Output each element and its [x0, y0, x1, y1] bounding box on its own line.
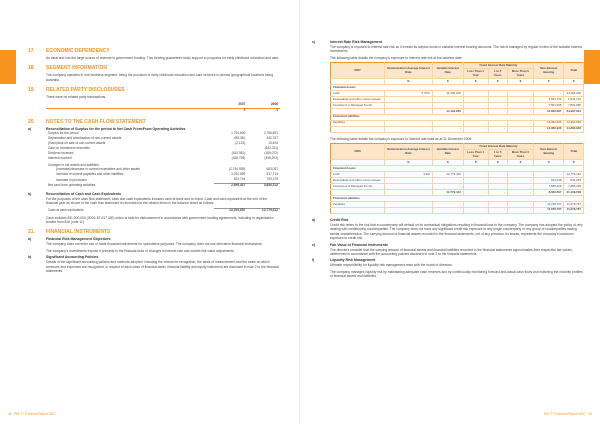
cell-var: - [432, 201, 463, 207]
unit-cell: $ [534, 78, 564, 84]
cell-ni: 7,685,325 [534, 183, 564, 189]
cell-total: 24,997,601 [564, 108, 584, 114]
column-subheader: More Than 5 Years [507, 69, 533, 79]
interest-rate-table-2007 [312, 62, 584, 133]
subsection-heading: d) Credit Risk [312, 217, 349, 222]
unit-cell: $ [534, 160, 564, 166]
cell-total: 14,194,200 [564, 90, 584, 96]
cell-y15: - [488, 102, 507, 108]
cell-gt5: - [507, 189, 533, 195]
unit-cell: $ [463, 78, 488, 84]
cell-y15: - [488, 177, 507, 183]
row-label: Receivables and other current assets [331, 177, 385, 183]
value-2007: - [244, 146, 246, 151]
section-text: The company does not enter into or trade financial instruments for speculative purposes. The company does not use derivative financial instruments. [46, 242, 263, 247]
cell-var: - [432, 207, 463, 213]
table-intro: The following table details the company's exposure to interest rate risks as at 31 December 2006: [330, 136, 473, 141]
cell-gt5: - [507, 126, 533, 132]
cell-lt1: - [463, 90, 488, 96]
cell-var: - [432, 183, 463, 189]
cell-ni: 11,078,767 [534, 201, 564, 207]
cell-total: 644,245 [564, 177, 584, 183]
cell-lt1: - [463, 207, 488, 213]
row-label: Cash [331, 171, 385, 177]
row-label: Cash [331, 90, 385, 96]
category-label: Financial Liabilities [331, 114, 584, 120]
cell-y15: - [488, 126, 507, 132]
cell-gt5: - [507, 120, 533, 126]
blank-cell [331, 126, 385, 132]
cell-total: 21,109,009 [564, 189, 584, 195]
row-label: Surplus for the period [48, 131, 79, 136]
column-subheader: More Than 5 Years [507, 150, 533, 160]
footer-text: RIS·T'i P Annual Report 2007 [544, 412, 586, 416]
cell-lt1: - [463, 183, 488, 189]
liquidity-risk-section [312, 258, 584, 278]
table-intro: The following table details the company's exposure to interest rate risk at the balance date: [330, 55, 463, 60]
cell-lt1: - [463, 120, 488, 126]
subtotal-row [331, 126, 584, 132]
section-heading: 20. NOTES TO THE CASH FLOW STATEMENT [28, 118, 146, 125]
right-column [312, 40, 584, 281]
row-label: Investment in Managed Funds [331, 183, 385, 189]
cell-lt1: - [463, 189, 488, 195]
row-label: Payables [331, 201, 385, 207]
subsection-heading: e) Fair Value of Financial Instruments [312, 242, 388, 247]
section-heading: 17. ECONOMIC DEPENDENCY [28, 48, 110, 54]
cell-gt5: - [507, 171, 533, 177]
unit-cell: $ [463, 160, 488, 166]
section-21 [28, 229, 280, 273]
cell-lt1: - [463, 126, 488, 132]
row-label: (Increase)/decrease in current receivables and other assets [56, 167, 140, 172]
row-label: (Gain)/loss on sale of non-current assets [48, 141, 106, 146]
cell-var: 14,194,200 [432, 90, 463, 96]
value-2006: 817,714 [266, 172, 278, 177]
subsection-heading: f) Liquidity Risk Management [312, 258, 376, 263]
cell-var: 12,779,412 [432, 189, 463, 195]
cell-ni: - [534, 90, 564, 96]
column-header: Fixed Interest Rate Maturity [463, 144, 533, 150]
year-header-table: 2007 2006 $ $ [46, 103, 280, 114]
cell-total: 7,861,665 [564, 102, 584, 108]
cell-y15: - [488, 201, 507, 207]
page-number: 34 [8, 412, 12, 416]
value-2007: 495,361 [233, 136, 246, 141]
cell-var: 14,194,200 [432, 108, 463, 114]
section-text: An ideal and into the large source of revenue is government funding. This funding guarantees study support to programs for early childhood education and care. [46, 56, 280, 60]
subsection-heading: c) Interest Rate Risk Management [312, 40, 382, 44]
cell-ni: 2,941,722 [534, 96, 564, 102]
unit-cell: $ [564, 160, 584, 166]
column-subheader: Less Than 1 Year [463, 69, 488, 79]
cell-y15: - [488, 189, 507, 195]
section-20 [28, 119, 280, 225]
unit-cell: $ [432, 78, 463, 84]
value-2006: (542,311) [264, 146, 278, 151]
unit-cell: % [385, 78, 433, 84]
category-label: Financial Liabilities [331, 195, 584, 201]
year-header: 2006 [331, 144, 385, 160]
row-label: Receivables and other current assets [331, 96, 385, 102]
subsection-heading: b) Reconciliation of Cash and Cash Equivalents [28, 191, 122, 196]
page-tab-marker [0, 50, 16, 84]
section-text: The company is exposed to interest rate risk as it invests its surplus funds in variable interest bearing accounts. The risk is managed by regular review of the suitable interest investments. [330, 45, 582, 54]
cell-total: 7,685,325 [564, 183, 584, 189]
interest-rate-table-2006 [312, 143, 584, 214]
section-heading: 21. FINANCIAL INSTRUMENTS [28, 229, 111, 236]
section-text: There were no related party transactions. [46, 95, 107, 100]
cell-ni: 14,362,946 [534, 126, 564, 132]
column-header: Remuneration Average Interest Rate [385, 144, 433, 160]
section-text: Ultimate responsibility for liquidity risk management rests with the board of directors. [330, 263, 453, 268]
cash-equivalents-table: Cash at cash equivalents 14,194,200 12,779,412 [48, 207, 278, 213]
cell-gt5: - [507, 207, 533, 213]
unit-cell: $ [488, 78, 507, 84]
value-2006: 709,375 [266, 177, 278, 182]
cell-y15: - [488, 120, 507, 126]
row-label: Increase in current payables and other liabilities [56, 172, 124, 177]
column-subheader: Less Than 1 Year [463, 150, 488, 160]
cell-gt5: - [507, 90, 533, 96]
subsection-heading: b) Significant Accounting Policies [28, 255, 99, 260]
cell-y15: - [488, 207, 507, 213]
value-2006: 15,494 [268, 141, 278, 146]
cell-total: 11,078,767 [564, 201, 584, 207]
section-text: The company operates in one business segment, being the provision of early childhood education and care services in diverse geographical locations being Australia. [46, 73, 274, 82]
cell-rate: - [385, 183, 433, 189]
unit-cell: $ [564, 78, 584, 84]
section-text: The company's investments expose it primarily to the financial risks of changes in interest rate and market risk value adjustments. [46, 248, 235, 253]
cell-ni: - [534, 171, 564, 177]
cell-total: 11,078,767 [564, 207, 584, 213]
row-label: Payables [331, 120, 385, 126]
row-label: Gain on investment securities [48, 146, 90, 151]
cell-y15: - [488, 90, 507, 96]
subsection-heading: a) Financial Risk Management Objectives [28, 237, 111, 242]
cell-y15: - [488, 96, 507, 102]
value-2006: 2,766,891 [263, 131, 278, 136]
unit-cell: % [385, 160, 433, 166]
right-page [300, 0, 600, 424]
page-footer [8, 412, 56, 416]
cell-y15: - [488, 171, 507, 177]
page-tab-marker [584, 50, 600, 84]
cell-var: - [432, 126, 463, 132]
value-2007: 3,242,899 [231, 172, 246, 177]
cell-rate: - [385, 102, 433, 108]
value-2006: 663,057 [266, 167, 278, 172]
cell-ni: 11,078,767 [534, 207, 564, 213]
cell-gt5: - [507, 177, 533, 183]
section-text: Cash includes $11,000,000 (2006: $7,617,420) which is held for disbursement in accordance with government funding agreements, including in organisation funded from $16 (note 11). [46, 215, 274, 225]
value-2006: (165,072) [264, 151, 278, 156]
cell-ni: 10,803,387 [534, 108, 564, 114]
value-2007: (610,981) [231, 151, 246, 156]
value-2007: 623,744 [233, 177, 246, 182]
cell-rate: 6.37% [385, 90, 433, 96]
section-text: The company manages liquidity risk by maintaining adequate cash reserves and by continuously monitoring forecast and actual cash flows and matching the maturity profiles of financial assets and liabilities. [330, 269, 583, 279]
cell-y15: - [488, 183, 507, 189]
cell-var: - [432, 96, 463, 102]
table-header-row [331, 144, 584, 150]
cell-y15: - [488, 108, 507, 114]
unit-cell: $ [507, 78, 533, 84]
row-label: Investment in Managed Funds [331, 102, 385, 108]
blank-cell [385, 207, 433, 213]
row-label: Dividend received [48, 151, 74, 156]
fair-value-section [312, 243, 584, 257]
cell-gt5: - [507, 183, 533, 189]
blank-cell [385, 126, 433, 132]
cell-rate: - [385, 201, 433, 207]
value-2007: (2,744,935) [228, 167, 246, 172]
cell-ni: 7,861,665 [534, 102, 564, 108]
section-heading: 18. SEGMENT INFORMATION [28, 65, 108, 72]
cell-lt1: - [463, 177, 488, 183]
value-2007: 1,794,600 [231, 131, 246, 136]
value-2007: (2,123) [235, 141, 246, 146]
cell-gt5: - [507, 102, 533, 108]
cell-rate: - [385, 96, 433, 102]
cell-gt5: - [507, 108, 533, 114]
category-label: Financial Assets [331, 166, 584, 172]
cell-var: - [432, 177, 463, 183]
section-19 [28, 87, 280, 113]
column-header: Variable Interest Rate [432, 63, 463, 79]
value-2006: 442,767 [266, 136, 278, 141]
column-header: Non-Interest Bearing [534, 144, 564, 160]
section-text: Details of the significant accounting policies and methods adopted, including the criteria for recognition, the basis of measurement and the basis on which revenues and expenses are recognised, in respect of each class of financial asset, financial liability and equity instrument are disclosed in note 2 to the financial statements. [46, 260, 279, 274]
subtotal-row [331, 207, 584, 213]
page-number: 35 [588, 412, 592, 416]
cell-var: - [432, 102, 463, 108]
unit-cell: $ [488, 160, 507, 166]
cell-ni: 14,362,946 [534, 120, 564, 126]
cash-flow-reconciliation-table: Surplus for the period 1,794,600 2,766,891 Depreciation and amortisation of non-current assets 495,361 442,767 (Gain)/loss on sale of non-current assets (2,123) 15,494 Gain on investment securities - (542,311) Dividend received (610,981) (165,072) Interest received (428,795) (398,203) Changes in net assets and liabilities (Increase)/decrease in current receivables and other assets (2,744,935) 663,057 Increase in current payables and other liabilities 3,242,899 817,714 Increase in provisions 623,744 709,375 Net cash from operating activities 2,659,427 3,840,212 [48, 131, 278, 188]
page-footer [544, 412, 592, 416]
cell-rate: - [385, 177, 433, 183]
value-2006: (398,203) [264, 156, 278, 161]
cell-total: 14,362,946 [564, 120, 584, 126]
cell-total: 12,779,412 [564, 171, 584, 177]
row-label: Interest received [48, 156, 72, 161]
year-header: 2007 [331, 63, 385, 79]
row-label: Increase in provisions [56, 177, 87, 182]
subsection-heading: a) Reconciliation of Surplus for the period to Net Cash From/From Operating Activities [28, 126, 186, 131]
unit-cell: $ [432, 160, 463, 166]
column-header: Non-Interest Bearing [534, 63, 564, 79]
cell-total: 2,941,722 [564, 96, 584, 102]
cell-lt1: - [463, 102, 488, 108]
footer-text: RIS·T'i P Annual Report 2007 [14, 412, 56, 416]
section-text: The directors consider that the carrying amount of financial assets and financial liabilities recorded in the financial statements approximates their respective fair values, determined in accordance with the accounting policies disclosed in note 2 to the financial statements. [330, 247, 573, 256]
category-label: Financial Assets [331, 84, 584, 90]
section-heading: 19. RELATED PARTY DISCLOSURES [28, 87, 125, 94]
section-18 [28, 65, 280, 82]
cell-var: 12,779,412 [432, 171, 463, 177]
cell-ni: 644,245 [534, 177, 564, 183]
value-2007: (428,795) [231, 156, 246, 161]
cell-lt1: - [463, 201, 488, 207]
cell-var: - [432, 120, 463, 126]
column-header: Remuneration Average Interest Rate [385, 63, 433, 79]
row-label: Depreciation and amortisation of non-current assets [48, 136, 122, 141]
cell-gt5: - [507, 201, 533, 207]
blank-cell [331, 207, 385, 213]
section-text: Credit risk refers to the risk that a counterparty will default on its contractual obligations resulting in financial loss to the company. The company has adopted the policy of only dealing with creditworthy counterparties. The company does not have any significant credit risk exposure to any single counterparty or any group of counterparties having similar characteristics. The carrying amount of financial assets recorded in the financial statements, net of any provision for losses, represents the company's maximum exposure to credit risk. [330, 222, 583, 241]
cell-gt5: - [507, 96, 533, 102]
section-17 [28, 48, 280, 60]
cell-total: 14,362,946 [564, 126, 584, 132]
cell-lt1: - [463, 108, 488, 114]
credit-risk-section [312, 218, 584, 241]
table-row: Net cash from operating activities 2,659,427 3,840,212 [48, 183, 278, 188]
table-header-row [331, 63, 584, 69]
section-text: For the purposes of the cash flow statement, cash and cash equivalents includes cash at bank and on hand. Cash and cash equivalent at the end of the financial year as shown in the cash flow statement is reconciled to the related items in the balance sheet as follows: [46, 196, 268, 206]
column-header: Variable Interest Rate [432, 144, 463, 160]
column-header: Total [564, 144, 584, 160]
column-subheader: 1 to 5 Years [488, 69, 507, 79]
cell-rate: 4.9% [385, 171, 433, 177]
unit-cell: $ [507, 160, 533, 166]
cell-lt1: - [463, 171, 488, 177]
cell-rate: - [385, 120, 433, 126]
column-subheader: 1 to 5 Years [488, 150, 507, 160]
column-header: Fixed Interest Rate Maturity [463, 63, 533, 69]
left-column [28, 48, 280, 278]
column-header: Total [564, 63, 584, 79]
cell-lt1: - [463, 96, 488, 102]
cell-ni: 8,329,597 [534, 189, 564, 195]
